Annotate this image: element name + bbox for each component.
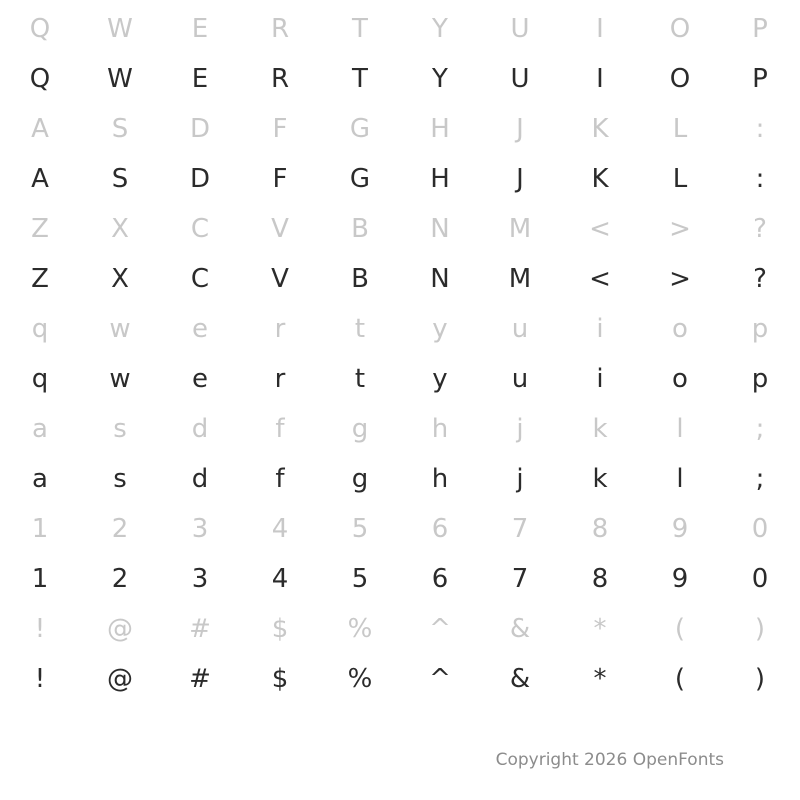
- glyph-row-light: [0, 204, 800, 254]
- glyph-cell: !: [34, 614, 46, 644]
- glyph-cell: T: [352, 14, 368, 44]
- glyph-cell: 0: [751, 564, 769, 594]
- copyright-notice: Copyright 2026 OpenFonts: [495, 750, 724, 770]
- glyph-cell: A: [31, 164, 49, 194]
- glyph-cell: R: [270, 14, 290, 44]
- glyph-cell: O: [669, 14, 691, 44]
- glyph-cell: !: [34, 664, 46, 694]
- glyph-cell: #: [189, 664, 211, 694]
- glyph-cell: k: [592, 414, 608, 444]
- glyph-cell: ): [754, 614, 766, 644]
- glyph-cell: q: [31, 364, 49, 394]
- glyph-cell: 8: [591, 514, 609, 544]
- glyph-cell: d: [191, 414, 209, 444]
- glyph-cell: j: [516, 414, 524, 444]
- glyph-cell: a: [32, 464, 48, 494]
- glyph-cell: M: [508, 214, 532, 244]
- glyph-cell: I: [596, 64, 604, 94]
- glyph-row-dark: [0, 354, 800, 404]
- glyph-cell: $: [271, 664, 289, 694]
- glyph-cell: l: [676, 414, 684, 444]
- glyph-cell: 7: [511, 514, 529, 544]
- glyph-cell: @: [107, 614, 133, 644]
- glyph-cell: M: [508, 264, 532, 294]
- glyph-cell: 7: [511, 564, 529, 594]
- glyph-cell: X: [111, 264, 129, 294]
- glyph-cell: h: [431, 414, 449, 444]
- glyph-cell: P: [752, 14, 768, 44]
- glyph-cell: S: [111, 114, 129, 144]
- glyph-cell: P: [752, 64, 768, 94]
- glyph-row-light: [0, 104, 800, 154]
- glyph-cell: ?: [753, 264, 767, 294]
- glyph-cell: D: [189, 164, 211, 194]
- glyph-cell: N: [430, 264, 450, 294]
- glyph-cell: I: [596, 14, 604, 44]
- glyph-row-dark: [0, 554, 800, 604]
- glyph-cell: L: [672, 164, 688, 194]
- glyph-cell: <: [589, 214, 611, 244]
- glyph-cell: 2: [111, 514, 129, 544]
- glyph-cell: V: [271, 264, 289, 294]
- glyph-cell: Q: [29, 64, 51, 94]
- glyph-row-dark: [0, 654, 800, 704]
- glyph-cell: y: [432, 364, 448, 394]
- glyph-cell: u: [511, 314, 529, 344]
- glyph-cell: 9: [671, 564, 689, 594]
- glyph-cell: ?: [753, 214, 767, 244]
- glyph-cell: O: [669, 64, 691, 94]
- glyph-cell: W: [107, 64, 133, 94]
- glyph-cell: N: [430, 214, 450, 244]
- glyph-cell: j: [516, 464, 524, 494]
- glyph-cell: 5: [351, 514, 369, 544]
- glyph-cell: u: [511, 364, 529, 394]
- glyph-cell: o: [672, 364, 688, 394]
- glyph-row-light: [0, 404, 800, 454]
- glyph-cell: 6: [431, 564, 449, 594]
- glyph-cell: %: [347, 664, 373, 694]
- glyph-cell: >: [669, 264, 691, 294]
- glyph-cell: 8: [591, 564, 609, 594]
- glyph-cell: ^: [429, 614, 451, 644]
- glyph-row-light: [0, 604, 800, 654]
- glyph-cell: *: [593, 614, 607, 644]
- glyph-cell: p: [751, 314, 769, 344]
- glyph-cell: (: [674, 614, 686, 644]
- glyph-cell: ): [754, 664, 766, 694]
- glyph-cell: Q: [29, 14, 51, 44]
- glyph-cell: Y: [432, 14, 448, 44]
- glyph-cell: U: [510, 14, 530, 44]
- glyph-cell: d: [191, 464, 209, 494]
- glyph-cell: @: [107, 664, 133, 694]
- glyph-cell: L: [672, 114, 688, 144]
- glyph-cell: f: [275, 414, 285, 444]
- glyph-cell: 0: [751, 514, 769, 544]
- glyph-row-dark: [0, 254, 800, 304]
- glyph-cell: J: [516, 114, 524, 144]
- glyph-cell: o: [672, 314, 688, 344]
- glyph-cell: g: [351, 414, 369, 444]
- glyph-cell: s: [113, 464, 127, 494]
- glyph-cell: :: [755, 164, 765, 194]
- glyph-cell: 3: [191, 564, 209, 594]
- glyph-cell: B: [351, 214, 369, 244]
- glyph-cell: H: [430, 114, 450, 144]
- glyph-cell: i: [596, 364, 604, 394]
- glyph-cell: s: [113, 414, 127, 444]
- glyph-cell: 6: [431, 514, 449, 544]
- glyph-cell: &: [509, 614, 531, 644]
- glyph-cell: r: [274, 364, 286, 394]
- glyph-cell: X: [111, 214, 129, 244]
- glyph-cell: t: [354, 314, 366, 344]
- glyph-cell: e: [192, 364, 208, 394]
- glyph-cell: G: [349, 164, 371, 194]
- glyph-row-dark: [0, 154, 800, 204]
- glyph-cell: r: [274, 314, 286, 344]
- glyph-cell: f: [275, 464, 285, 494]
- glyph-cell: p: [751, 364, 769, 394]
- glyph-cell: <: [589, 264, 611, 294]
- glyph-cell: B: [351, 264, 369, 294]
- glyph-cell: T: [352, 64, 368, 94]
- glyph-row-light: [0, 304, 800, 354]
- glyph-cell: ;: [755, 464, 765, 494]
- glyph-cell: R: [270, 64, 290, 94]
- glyph-cell: k: [592, 464, 608, 494]
- glyph-cell: J: [516, 164, 524, 194]
- glyph-cell: Y: [432, 64, 448, 94]
- glyph-cell: D: [189, 114, 211, 144]
- glyph-cell: h: [431, 464, 449, 494]
- glyph-cell: w: [109, 364, 131, 394]
- glyph-cell: S: [111, 164, 129, 194]
- glyph-cell: &: [509, 664, 531, 694]
- glyph-cell: G: [349, 114, 371, 144]
- glyph-cell: 4: [271, 564, 289, 594]
- glyph-cell: g: [351, 464, 369, 494]
- glyph-cell: K: [591, 114, 609, 144]
- glyph-cell: ;: [755, 414, 765, 444]
- glyph-cell: #: [189, 614, 211, 644]
- glyph-row-dark: [0, 54, 800, 104]
- glyph-cell: (: [674, 664, 686, 694]
- glyph-cell: 5: [351, 564, 369, 594]
- glyph-cell: e: [192, 314, 208, 344]
- glyph-cell: K: [591, 164, 609, 194]
- glyph-cell: 2: [111, 564, 129, 594]
- glyph-cell: 4: [271, 514, 289, 544]
- glyph-cell: q: [31, 314, 49, 344]
- glyph-cell: F: [272, 164, 288, 194]
- glyph-cell: :: [755, 114, 765, 144]
- glyph-cell: C: [190, 214, 210, 244]
- glyph-cell: ^: [429, 664, 451, 694]
- glyph-cell: F: [272, 114, 288, 144]
- glyph-cell: w: [109, 314, 131, 344]
- glyph-cell: 1: [31, 514, 49, 544]
- glyph-cell: 9: [671, 514, 689, 544]
- glyph-cell: t: [354, 364, 366, 394]
- glyph-cell: U: [510, 64, 530, 94]
- glyph-cell: W: [107, 14, 133, 44]
- glyph-cell: Z: [31, 214, 49, 244]
- glyph-cell: H: [430, 164, 450, 194]
- glyph-cell: y: [432, 314, 448, 344]
- glyph-cell: l: [676, 464, 684, 494]
- glyph-cell: 1: [31, 564, 49, 594]
- glyph-cell: C: [190, 264, 210, 294]
- glyph-cell: *: [593, 664, 607, 694]
- glyph-cell: %: [347, 614, 373, 644]
- glyph-cell: A: [31, 114, 49, 144]
- glyph-row-dark: [0, 454, 800, 504]
- glyph-row-light: [0, 504, 800, 554]
- glyph-row-light: [0, 4, 800, 54]
- glyph-cell: Z: [31, 264, 49, 294]
- glyph-cell: a: [32, 414, 48, 444]
- glyph-cell: 3: [191, 514, 209, 544]
- glyph-cell: E: [191, 14, 209, 44]
- glyph-cell: i: [596, 314, 604, 344]
- glyph-cell: V: [271, 214, 289, 244]
- glyph-cell: $: [271, 614, 289, 644]
- glyph-cell: >: [669, 214, 691, 244]
- glyph-cell: E: [191, 64, 209, 94]
